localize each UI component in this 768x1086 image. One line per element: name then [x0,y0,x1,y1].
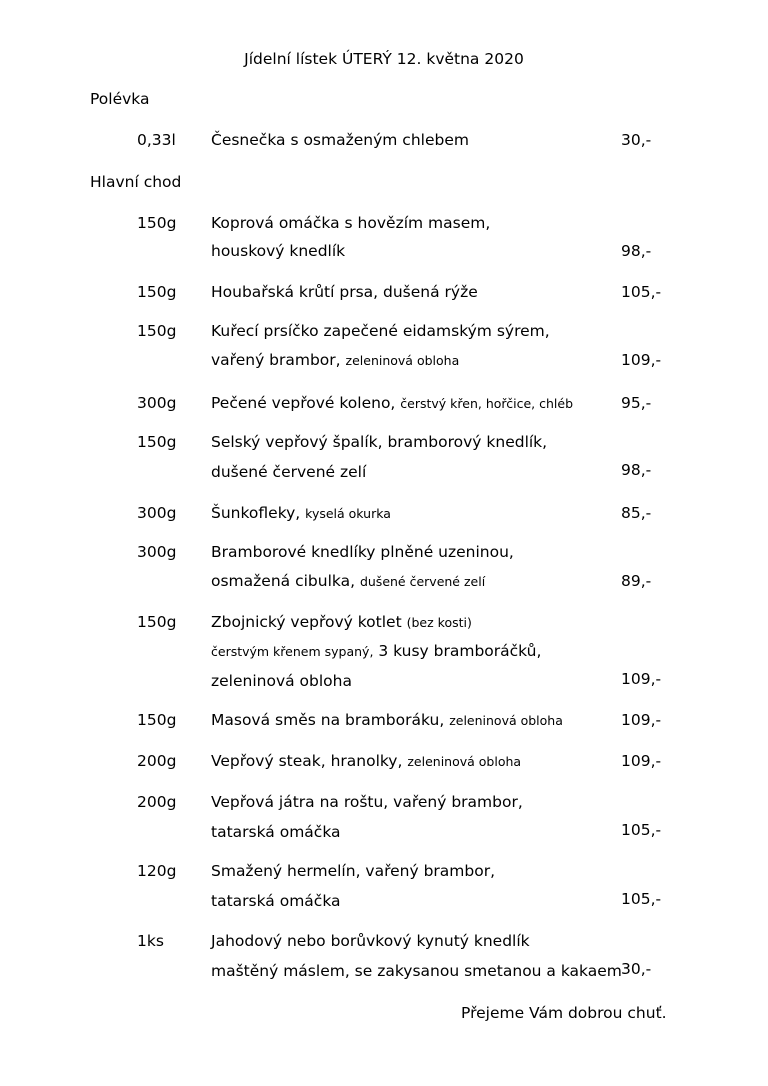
item-quantity: 1ks [137,932,164,950]
item-name: Masová směs na bramboráku, [211,711,445,729]
item-garnish: zeleninová obloha [345,353,460,368]
item-name: Zbojnický vepřový kotlet [211,613,402,631]
item-quantity: 150g [137,711,177,729]
item-quantity: 150g [137,322,177,340]
item-name: Smažený hermelín, vařený brambor, [211,862,496,880]
item-quantity: 0,33l [137,131,176,149]
item-name: Selský vepřový špalík, bramborový knedlík, [211,433,548,451]
item-name: Vepřová játra na roštu, vařený brambor, [211,793,523,811]
item-name: Bramborové knedlíky plněné uzeninou, [211,543,514,561]
item-quantity: 300g [137,504,177,522]
item-garnish: dušené červené zelí [359,574,486,589]
item-garnish: kyselá okurka [305,506,391,521]
item-name: Česnečka s osmaženým chlebem [211,131,469,149]
item-price: 105,- [621,283,662,301]
item-price: 30,- [621,960,652,978]
item-garnish: zeleninová obloha [407,754,522,769]
item-price: 109,- [621,752,662,770]
item-quantity: 200g [137,752,177,770]
item-name: Koprová omáčka s hovězím masem, [211,214,491,232]
item-garnish: tatarská omáčka [211,892,341,910]
item-side: vařený brambor, [211,351,341,369]
item-note: (bez kosti) [406,615,472,630]
item-name: Pečené vepřové koleno, [211,394,396,412]
item-side: houskový knedlík [211,242,346,260]
page-title: Jídelní lístek ÚTERÝ 12. května 2020 [244,50,524,68]
item-quantity: 300g [137,543,177,561]
item-name: Jahodový nebo borůvkový kynutý knedlík [211,932,530,950]
item-name: Šunkofleky, [211,504,301,522]
item-garnish: maštěný máslem, se zakysanou smetanou a kakaem [211,962,622,980]
item-price: 109,- [621,711,662,729]
item-quantity: 200g [137,793,177,811]
closing-note: Přejeme Vám dobrou chuť. [461,1004,667,1022]
item-price: 89,- [621,572,652,590]
item-quantity: 150g [137,613,177,631]
item-price: 85,- [621,504,652,522]
item-name: Vepřový steak, hranolky, [211,752,403,770]
item-quantity: 150g [137,214,177,232]
item-price: 30,- [621,131,652,149]
section-main-heading: Hlavní chod [90,173,182,191]
item-garnish: čerstvým křenem sypaný, [211,644,374,659]
item-garnish: čerstvý křen, hořčice, chléb [400,396,574,411]
item-quantity: 120g [137,862,177,880]
item-price: 98,- [621,242,652,260]
item-price: 105,- [621,890,662,908]
item-garnish: dušené červené zelí [211,463,367,481]
item-quantity: 150g [137,433,177,451]
item-garnish: zeleninová obloha [449,713,563,728]
item-price: 105,- [621,821,662,839]
item-side: 3 kusy bramboráčků, [378,642,542,660]
item-price: 109,- [621,351,662,369]
item-price: 98,- [621,461,652,479]
item-name: Houbařská krůtí prsa, dušená rýže [211,283,478,301]
section-soup-heading: Polévka [90,90,150,108]
item-quantity: 150g [137,283,177,301]
item-name: Kuřecí prsíčko zapečené eidamským sýrem, [211,322,550,340]
item-side: osmažená cibulka, [211,572,356,590]
item-garnish: tatarská omáčka [211,823,341,841]
item-quantity: 300g [137,394,177,412]
item-price: 95,- [621,394,652,412]
item-garnish: zeleninová obloha [211,672,352,690]
item-price: 109,- [621,670,662,688]
